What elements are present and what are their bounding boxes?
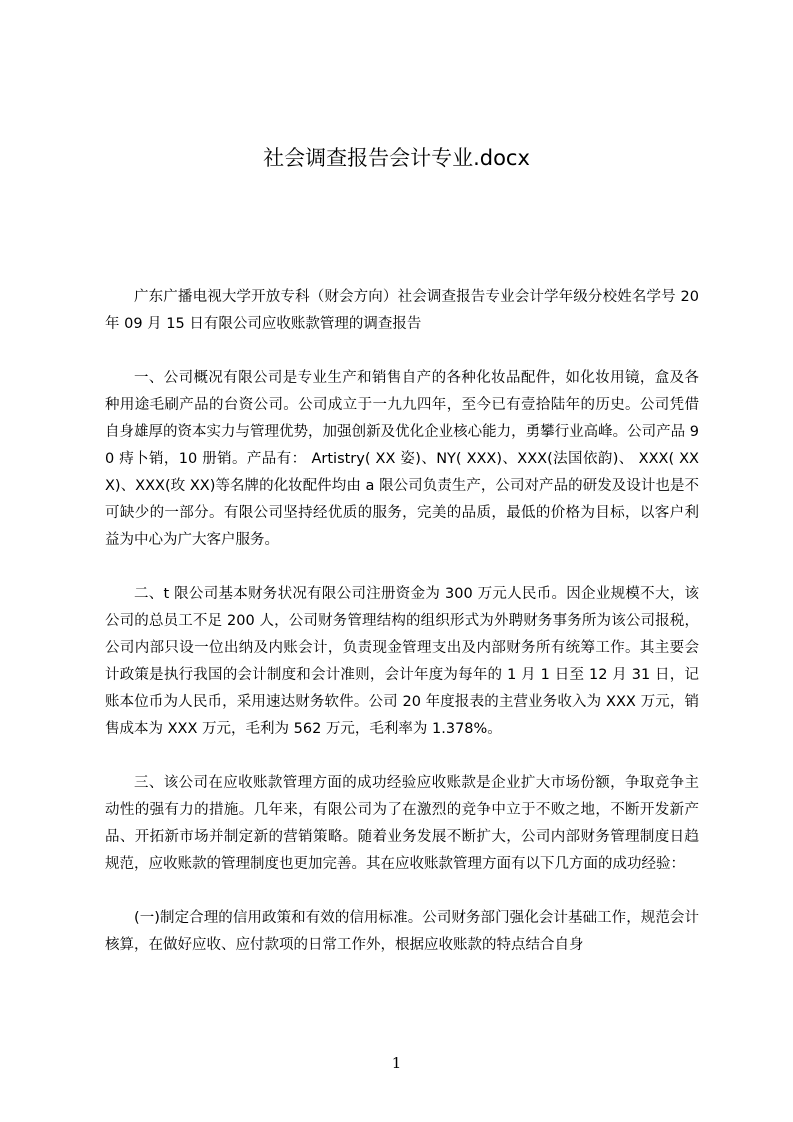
document-body: [105, 284, 699, 986]
page-number: 1: [391, 1054, 402, 1072]
document-title: 社会调查报告会计专业.docx: [263, 146, 530, 170]
paragraph-company-overview: 一、公司概况有限公司是专业生产和销售自产的各种化妆品配件，如化妆用镜，盒及各种用途毛刷产品的台资公司。公司成立于一九九四年，至今已有壹拾陆年的历史。公司凭借自身雄厚的资本实力与管理优势，加强创新及优化企业核心能力，勇攀行业高峰。公司产品 90 痔卜销，10 册销。产品有： Artistry( XX 姿)、NY( XXX)、XXX(法国依韵)、 XXX( XXX)、XXX(玫 XX)等名牌的化妆配件均由 a 限公司负责生产，公司对产品的研发及设计也是不可缺少的一部分。有限公司坚持经优质的服务，完美的品质，最低的价格为目标，以客户利益为中心为广大客户服务。: [105, 370, 699, 548]
paragraph-intro: 广东广播电视大学开放专科（财会方向）社会调查报告专业会计学年级分校姓名学号 20 年 09 月 15 日有限公司应收账款管理的调查报告: [105, 289, 699, 332]
paragraph-financial-status: 二、t 限公司基本财务状况有限公司注册资金为 300 万元人民币。因企业规模不大，该公司的总员工不足 200 人，公司财务管理结构的组织形式为外聘财务事务所为该公司报税，公司内部只设一位出纳及内账会计，负责现金管理支出及内部财务所有统筹工作。其主要会计政策是执行我国的会计制度和会计准则，会计年度为每年的 1 月 1 日至 12 月 31 日，记账本位币为人民币，采用速达财务软件。公司 20 年度报表的主营业务收入为 XXX 万元，销售成本为 XXX 万元，毛利为 562 万元，毛利率为 1.378%。: [105, 586, 699, 737]
paragraph-credit-policy: (一)制定合理的信用政策和有效的信用标准。公司财务部门强化会计基础工作，规范会计核算，在做好应收、应付款项的日常工作外，根据应收账款的特点结合自身: [105, 910, 699, 953]
paragraph-receivables-experience: 三、该公司在应收账款管理方面的成功经验应收账款是企业扩大市场份额，争取竞争主动性的强有力的措施。几年来，有限公司为了在激烈的竞争中立于不败之地，不断开发新产品、开拓新市场并制定新的营销策略。随着业务发展不断扩大，公司内部财务管理制度日趋规范，应收账款的管理制度也更加完善。其在应收账款管理方面有以下几方面的成功经验：: [105, 775, 699, 872]
